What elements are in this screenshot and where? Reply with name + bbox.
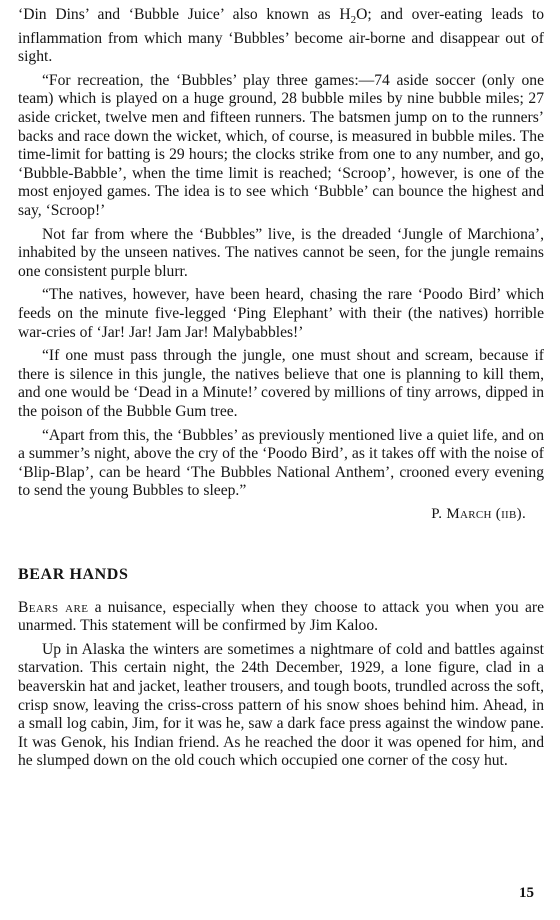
story1-paragraph-2: “For recreation, the ‘Bubbles’ play three games:—74 aside soccer (only one team) which is played on a huge ground, 28 bubble miles by nine bubble miles; 27 aside cricket, twelve men and fifteen runners. The batsmen jump on to the runners’ backs and race down the wicket, which, of course, is measured in bubble miles. The time-limit for batting is 29 hours; the clocks strike from one to any number, and go, ‘Bubble-Babble’, when the time limit is reached; ‘Scroop’, however, is one of the most enjoyed games. The idea is to see which ‘Bubble’ can bounce the highest and say, ‘Scroop!’ — [18, 71, 544, 220]
lead-in-caps: Bears are — [18, 598, 89, 616]
story1-paragraph-3: Not far from where the ‘Bubbles” live, is the dreaded ‘Jungle of Marchiona’, inhabited by the unseen natives. The natives cannot be seen, for the jungle remains one consistent purple blurr. — [18, 225, 544, 280]
story1-paragraph-4: “The natives, however, have been heard, chasing the rare ‘Poodo Bird’ which feeds on the minute five-legged ‘Ping Elephant’ with their (the natives) horrible war-cries of ‘Jar! Jar! Jam Jar! Malybabbles!’ — [18, 286, 544, 341]
story1-paragraph-6: “Apart from this, the ‘Bubbles’ as previously mentioned live a quiet life, and on a summer’s night, above the cry of the ‘Poodo Bird’, as it takes off with the noise of ‘Blip-Blap’, can be heard ‘The Bubbles National Anthem’, crooned every evening to send the young Bubbles to sleep.” — [18, 426, 544, 500]
story2-paragraph-2: Up in Alaska the winters are sometimes a nightmare of cold and battles against starvation. This certain night, the 24th December, 1929, a lone figure, clad in a beaverskin hat and jacket, leather trousers, and tough boots, trundled across the soft, crisp snow, leaving the criss-cross pattern of his snow shoes behind him. Ahead, in a small log cabin, Jim, for it was he, saw a dark face press against the window pane. It was Genok, his Indian friend. As he reached the door it was opened for him, and he slumped down on the old couch which occupied one corner of the cosy hut. — [18, 640, 544, 770]
story1-paragraph-1: ‘Din Dins’ and ‘Bubble Juice’ also known as $H_2O$; and over-eating leads to inflammation from which many ‘Bubbles’ become air-borne and disappear out of sight. — [18, 6, 544, 66]
bear-hands-section — [18, 599, 544, 771]
section-heading: BEAR HANDS — [18, 565, 129, 583]
story2-paragraph-1: Bears are a nuisance, especially when they choose to attack you when you are unarmed. This statement will be confirmed by Jim Kaloo. — [18, 598, 544, 635]
author-signature: P. March (iib). — [431, 505, 526, 522]
page-body — [18, 6, 544, 771]
story1-paragraph-5: “If one must pass through the jungle, one must shout and scream, because if there is silence in this jungle, the natives believe that one is planning to kill them, and one would be ‘Dead in a Minute!’ covered by millions of tiny arrows, dipped in the poison of the Bubble Gum tree. — [18, 347, 544, 420]
page-number: 15 — [519, 885, 534, 901]
subscript-two: 2 — [350, 14, 357, 27]
